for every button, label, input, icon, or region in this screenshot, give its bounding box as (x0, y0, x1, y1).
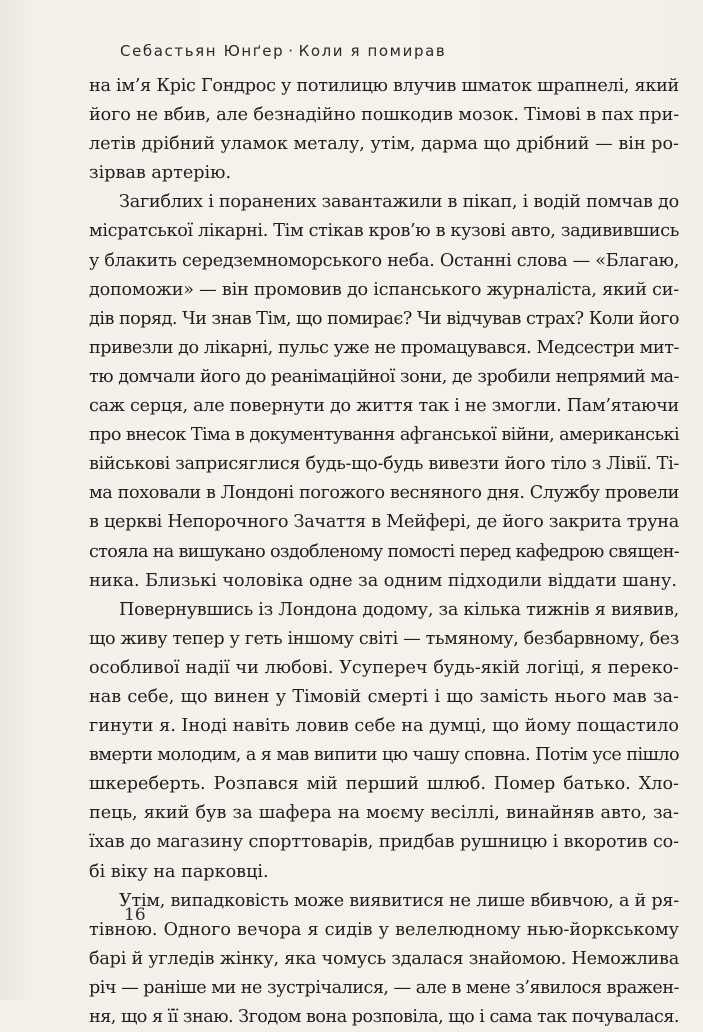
running-head-title: Коли я помирав (298, 42, 447, 60)
text-line: бі віку на парковці. (89, 861, 269, 882)
text-line: допоможи» — він промовив до іспанського журналіста, який си- (89, 279, 680, 300)
running-head-separator: · (288, 42, 295, 60)
text-line: пець, який був за шафера на моєму весіллі, винайняв авто, за- (89, 803, 679, 824)
paragraph-4 (89, 887, 679, 1032)
running-head-author: Себастьян Юнґер (120, 42, 285, 60)
text-line: на ім’я Кріс Гондрос у потилицю влучив шматок шрапнелі, який (89, 76, 680, 96)
text-line: в церкві Непорочного Зачаття в Мейфері, де його закрита труна (89, 512, 679, 533)
text-line: тівною. Одного вечора я сидів у велелюдному нью-йоркському (89, 919, 679, 940)
text-line: зірвав артерію. (89, 163, 232, 184)
text-line: річ — раніше ми не зустрічалися, — але в мене з’явилося вражен- (89, 977, 679, 998)
text-line: Повернувшись із Лондона додому, за кілька тижнів я виявив, (119, 599, 680, 620)
text-line: ника. Близькі чоловіка одне за одним підходили віддати шану. (89, 570, 677, 591)
text-line: їхав до магазину спорттоварів, придбав рушницю і вкоротив со- (89, 832, 679, 853)
text-line: гинути я. Іноді навіть ловив себе на думці, що йому пощастило (89, 716, 679, 737)
text-line: привезли до лікарні, пульс уже не промацувався. Медсестри мит- (89, 337, 679, 358)
text-line: стояла на вишукано оздобленому помості перед кафедрою священ- (89, 541, 679, 562)
text-line: барі й угледів жінку, яка чомусь здалася знайомою. Неможлива (89, 948, 680, 969)
paragraph-3 (89, 596, 679, 887)
text-line: у блакить середземноморського неба. Останні слова — «Благаю, (89, 250, 680, 271)
text-line: вмерти молодим, а я мав випити цю чашу сповна. Потім усе пішло (89, 745, 679, 766)
text-line: ня, що я її знаю. Згодом вона розповіла, що і сама так почувалася. (89, 1007, 680, 1027)
text-line: його не вбив, але безнадійно пошкодив мозок. Тімові в пах при- (89, 105, 680, 126)
page-number: 16 (124, 905, 146, 925)
text-line: летів дрібний уламок металу, утім, дарма що дрібний — він ро- (89, 134, 679, 155)
text-line: нав себе, що винен у Тімовій смерті і що замість нього мав за- (89, 686, 679, 707)
text-line: військові заприсяглися будь-що-будь вивезти його тіло з Лівії. Ті- (89, 454, 679, 475)
running-head (120, 42, 446, 60)
text-line: саж серця, але повернути до життя так і не змогли. Пам’ятаючи (89, 396, 679, 417)
text-line: особливої надії чи любові. Усупереч будь-якій логіці, я переко- (89, 657, 679, 678)
text-line: Утім, випадковість може виявитися не лише вбивчою, а й ря- (119, 890, 679, 911)
text-line: тю домчали його до реанімаційної зони, де зробили непрямий ма- (89, 366, 680, 387)
text-line: місратської лікарні. Тім стікав кров’ю в кузові авто, задивившись (89, 221, 679, 242)
text-line: ма поховали в Лондоні погожого весняного дня. Службу провели (89, 483, 680, 504)
text-line: про внесок Тіма в документування афганської війни, американські (89, 425, 679, 446)
paragraph-2 (89, 188, 679, 595)
text-line: шкереберть. Розпався мій перший шлюб. Помер батько. Хло- (89, 774, 679, 795)
text-line: Загиблих і поранених завантажили в пікап, і водій помчав до (119, 192, 679, 213)
text-line: дів поряд. Чи знав Тім, що помирає? Чи відчував страх? Коли його (89, 308, 679, 329)
text-line: що живу тепер у геть іншому світі — тьмяному, безбарвному, без (89, 628, 679, 649)
body-text (89, 72, 679, 1032)
paragraph-1 (89, 72, 679, 188)
